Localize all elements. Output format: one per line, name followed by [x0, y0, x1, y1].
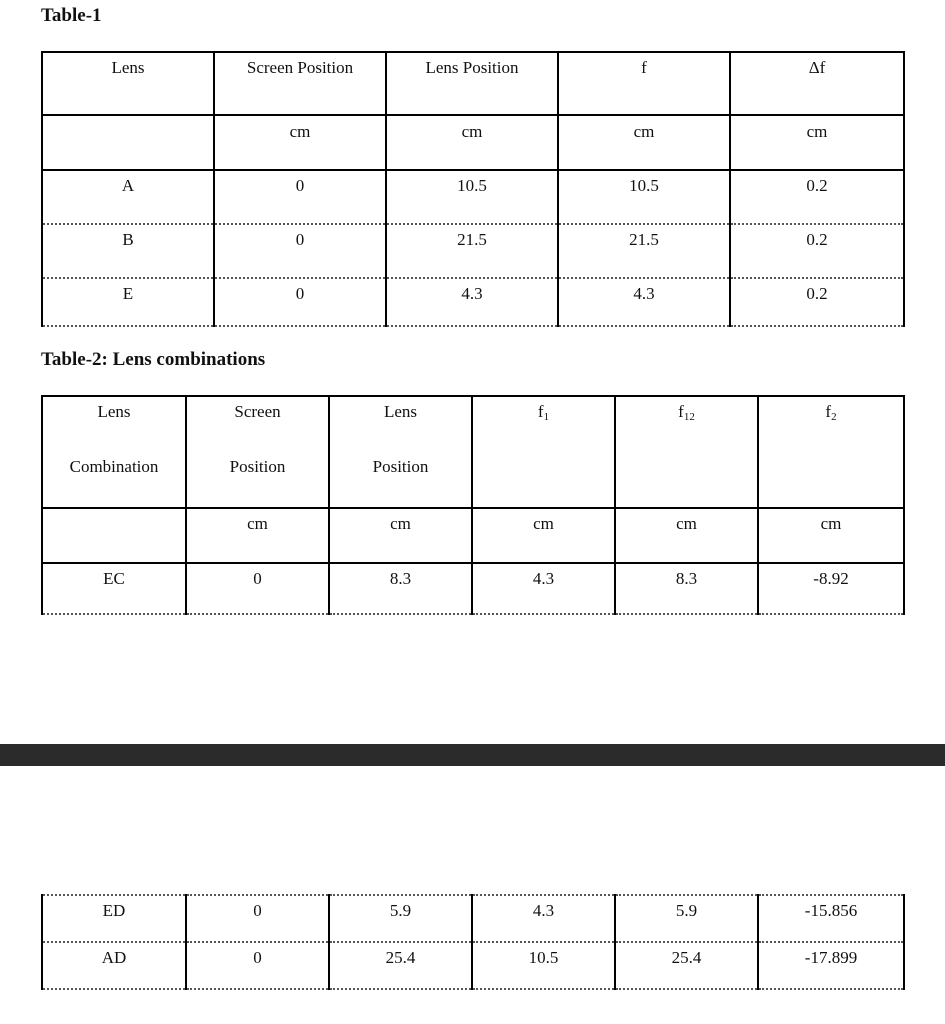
- header-cell: $f_{12}$: [615, 396, 758, 452]
- table-1-title: Table-1: [41, 5, 102, 26]
- header-cell: Position: [186, 452, 329, 508]
- unit-cell: cm: [386, 115, 558, 170]
- table-cell: 10.5: [472, 942, 615, 989]
- table-cell: 0.2: [730, 278, 904, 326]
- header-cell: $f_1$: [472, 396, 615, 452]
- table-cell: 0: [186, 563, 329, 614]
- table-cell: 0: [186, 895, 329, 942]
- table-cell: 25.4: [329, 942, 472, 989]
- table-2: [41, 395, 905, 615]
- table-row: [42, 563, 904, 614]
- header-cell: [615, 452, 758, 508]
- page-break-bar: [0, 744, 945, 766]
- table-cell: 25.4: [615, 942, 758, 989]
- table-cell: 0: [186, 942, 329, 989]
- header-cell: Screen: [186, 396, 329, 452]
- unit-cell: [42, 508, 186, 563]
- table-cell: 0.2: [730, 170, 904, 224]
- table-cell: 4.3: [472, 895, 615, 942]
- unit-cell: cm: [615, 508, 758, 563]
- table-2-units-row: [42, 508, 904, 563]
- header-cell: f: [558, 52, 730, 115]
- header-cell: Combination: [42, 452, 186, 508]
- table-2-header-row: [42, 396, 904, 452]
- table-row: [42, 895, 904, 942]
- table-cell: 0: [214, 278, 386, 326]
- table-1: [41, 51, 905, 327]
- header-cell: Lens: [42, 396, 186, 452]
- table-row: [42, 942, 904, 989]
- table-cell: -15.856: [758, 895, 904, 942]
- table-row: [42, 278, 904, 326]
- header-cell: Δf: [730, 52, 904, 115]
- table-cell: -17.899: [758, 942, 904, 989]
- table-cell: -8.92: [758, 563, 904, 614]
- table-cell: 0: [214, 170, 386, 224]
- header-cell: $f_2$: [758, 396, 904, 452]
- table-cell: ED: [42, 895, 186, 942]
- table-cell: 5.9: [329, 895, 472, 942]
- table-cell: 21.5: [558, 224, 730, 278]
- unit-cell: cm: [329, 508, 472, 563]
- table-cell: A: [42, 170, 214, 224]
- unit-cell: cm: [758, 508, 904, 563]
- table-cell: 5.9: [615, 895, 758, 942]
- header-cell: [758, 452, 904, 508]
- table-row: [42, 224, 904, 278]
- table-cell: AD: [42, 942, 186, 989]
- table-cell: 21.5: [386, 224, 558, 278]
- unit-cell: cm: [472, 508, 615, 563]
- table-cell: 8.3: [329, 563, 472, 614]
- table-cell: 10.5: [558, 170, 730, 224]
- table-cell: EC: [42, 563, 186, 614]
- table-row: [42, 170, 904, 224]
- table-2-header-row-2: [42, 452, 904, 508]
- header-cell: Lens: [329, 396, 472, 452]
- header-cell: [472, 452, 615, 508]
- header-cell: Screen Position: [214, 52, 386, 115]
- table-cell: 8.3: [615, 563, 758, 614]
- unit-cell: [42, 115, 214, 170]
- unit-cell: cm: [214, 115, 386, 170]
- table-cell: 4.3: [472, 563, 615, 614]
- table-cell: E: [42, 278, 214, 326]
- unit-cell: cm: [558, 115, 730, 170]
- table-cell: 0: [214, 224, 386, 278]
- unit-cell: cm: [730, 115, 904, 170]
- header-cell: Position: [329, 452, 472, 508]
- table-1-header-row: [42, 52, 904, 115]
- table-cell: 10.5: [386, 170, 558, 224]
- table-1-units-row: [42, 115, 904, 170]
- table-cell: 0.2: [730, 224, 904, 278]
- table-cell: 4.3: [558, 278, 730, 326]
- table-2-continued: [41, 894, 905, 990]
- table-cell: 4.3: [386, 278, 558, 326]
- table-cell: B: [42, 224, 214, 278]
- header-cell: Lens: [42, 52, 214, 115]
- unit-cell: cm: [186, 508, 329, 563]
- table-2-title: Table-2: Lens combinations: [41, 349, 266, 370]
- header-cell: Lens Position: [386, 52, 558, 115]
